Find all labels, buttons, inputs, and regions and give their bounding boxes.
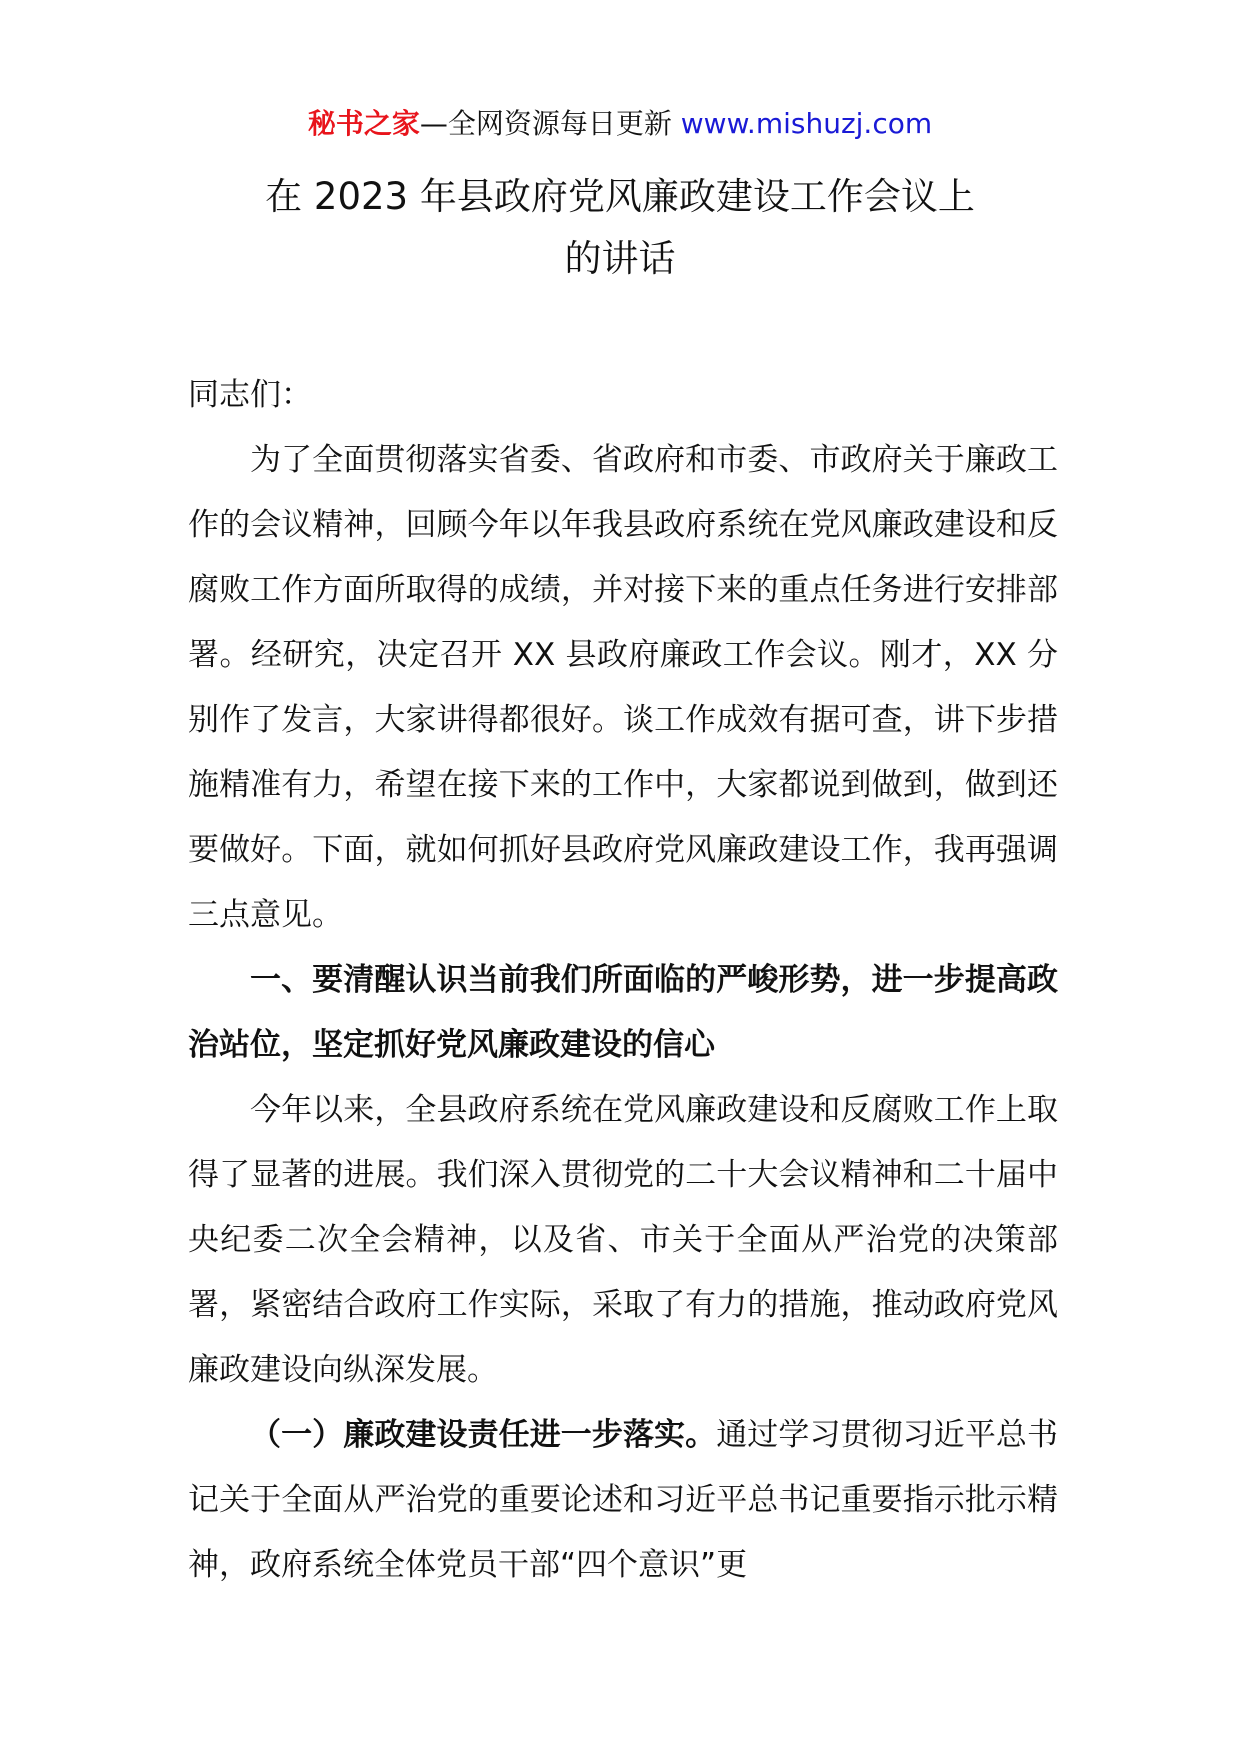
subsection-text: 通过学习贯彻习近平总书记关于全面从严治党的重要论述和习近平总书记重要指示批示精神，政府系统全体党员干部“四个意识”更 bbox=[188, 1417, 1059, 1583]
document-body bbox=[188, 363, 1058, 1598]
site-url-link[interactable]: www.mishuzj.com bbox=[680, 107, 933, 140]
paragraph-subsection-1 bbox=[188, 1403, 1058, 1598]
paragraph-progress: 今年以来，全县政府系统在党风廉政建设和反腐败工作上取得了显著的进展。我们深入贯彻党的二十大会议精神和二十届中央纪委二次全会精神，以及省、市关于全面从严治党的决策部署，紧密结合政府工作实际，采取了有力的措施，推动政府党风廉政建设向纵深发展。 bbox=[188, 1092, 1058, 1388]
title-line-1: 在 2023 年县政府党风廉政建设工作会议上 bbox=[265, 175, 975, 218]
site-brand: 秘书之家 bbox=[307, 107, 420, 140]
paragraph-intro: 为了全面贯彻落实省委、省政府和市委、市政府关于廉政工作的会议精神，回顾今年以年我县政府系统在党风廉政建设和反腐败工作方面所取得的成绩，并对接下来的重点任务进行安排部署。经研究，决定召开 XX 县政府廉政工作会议。刚才，XX 分别作了发言，大家讲得都很好。谈工作成效有据可查，讲下步措施精准有力，希望在接下来的工作中，大家都说到做到，做到还要做好。下面，就如何抓好县政府党风廉政建设工作，我再强调三点意见。 bbox=[188, 442, 1058, 933]
site-header bbox=[0, 104, 1240, 144]
document-title bbox=[120, 166, 1120, 290]
site-tagline: —全网资源每日更新 bbox=[419, 107, 681, 140]
section-heading-1: 一、要清醒认识当前我们所面临的严峻形势，进一步提高政治站位，坚定抓好党风廉政建设的信心 bbox=[188, 962, 1058, 1063]
subsection-lead: （一）廉政建设责任进一步落实。 bbox=[250, 1417, 717, 1453]
salutation: 同志们： bbox=[188, 377, 312, 413]
title-line-2: 的讲话 bbox=[564, 237, 676, 280]
